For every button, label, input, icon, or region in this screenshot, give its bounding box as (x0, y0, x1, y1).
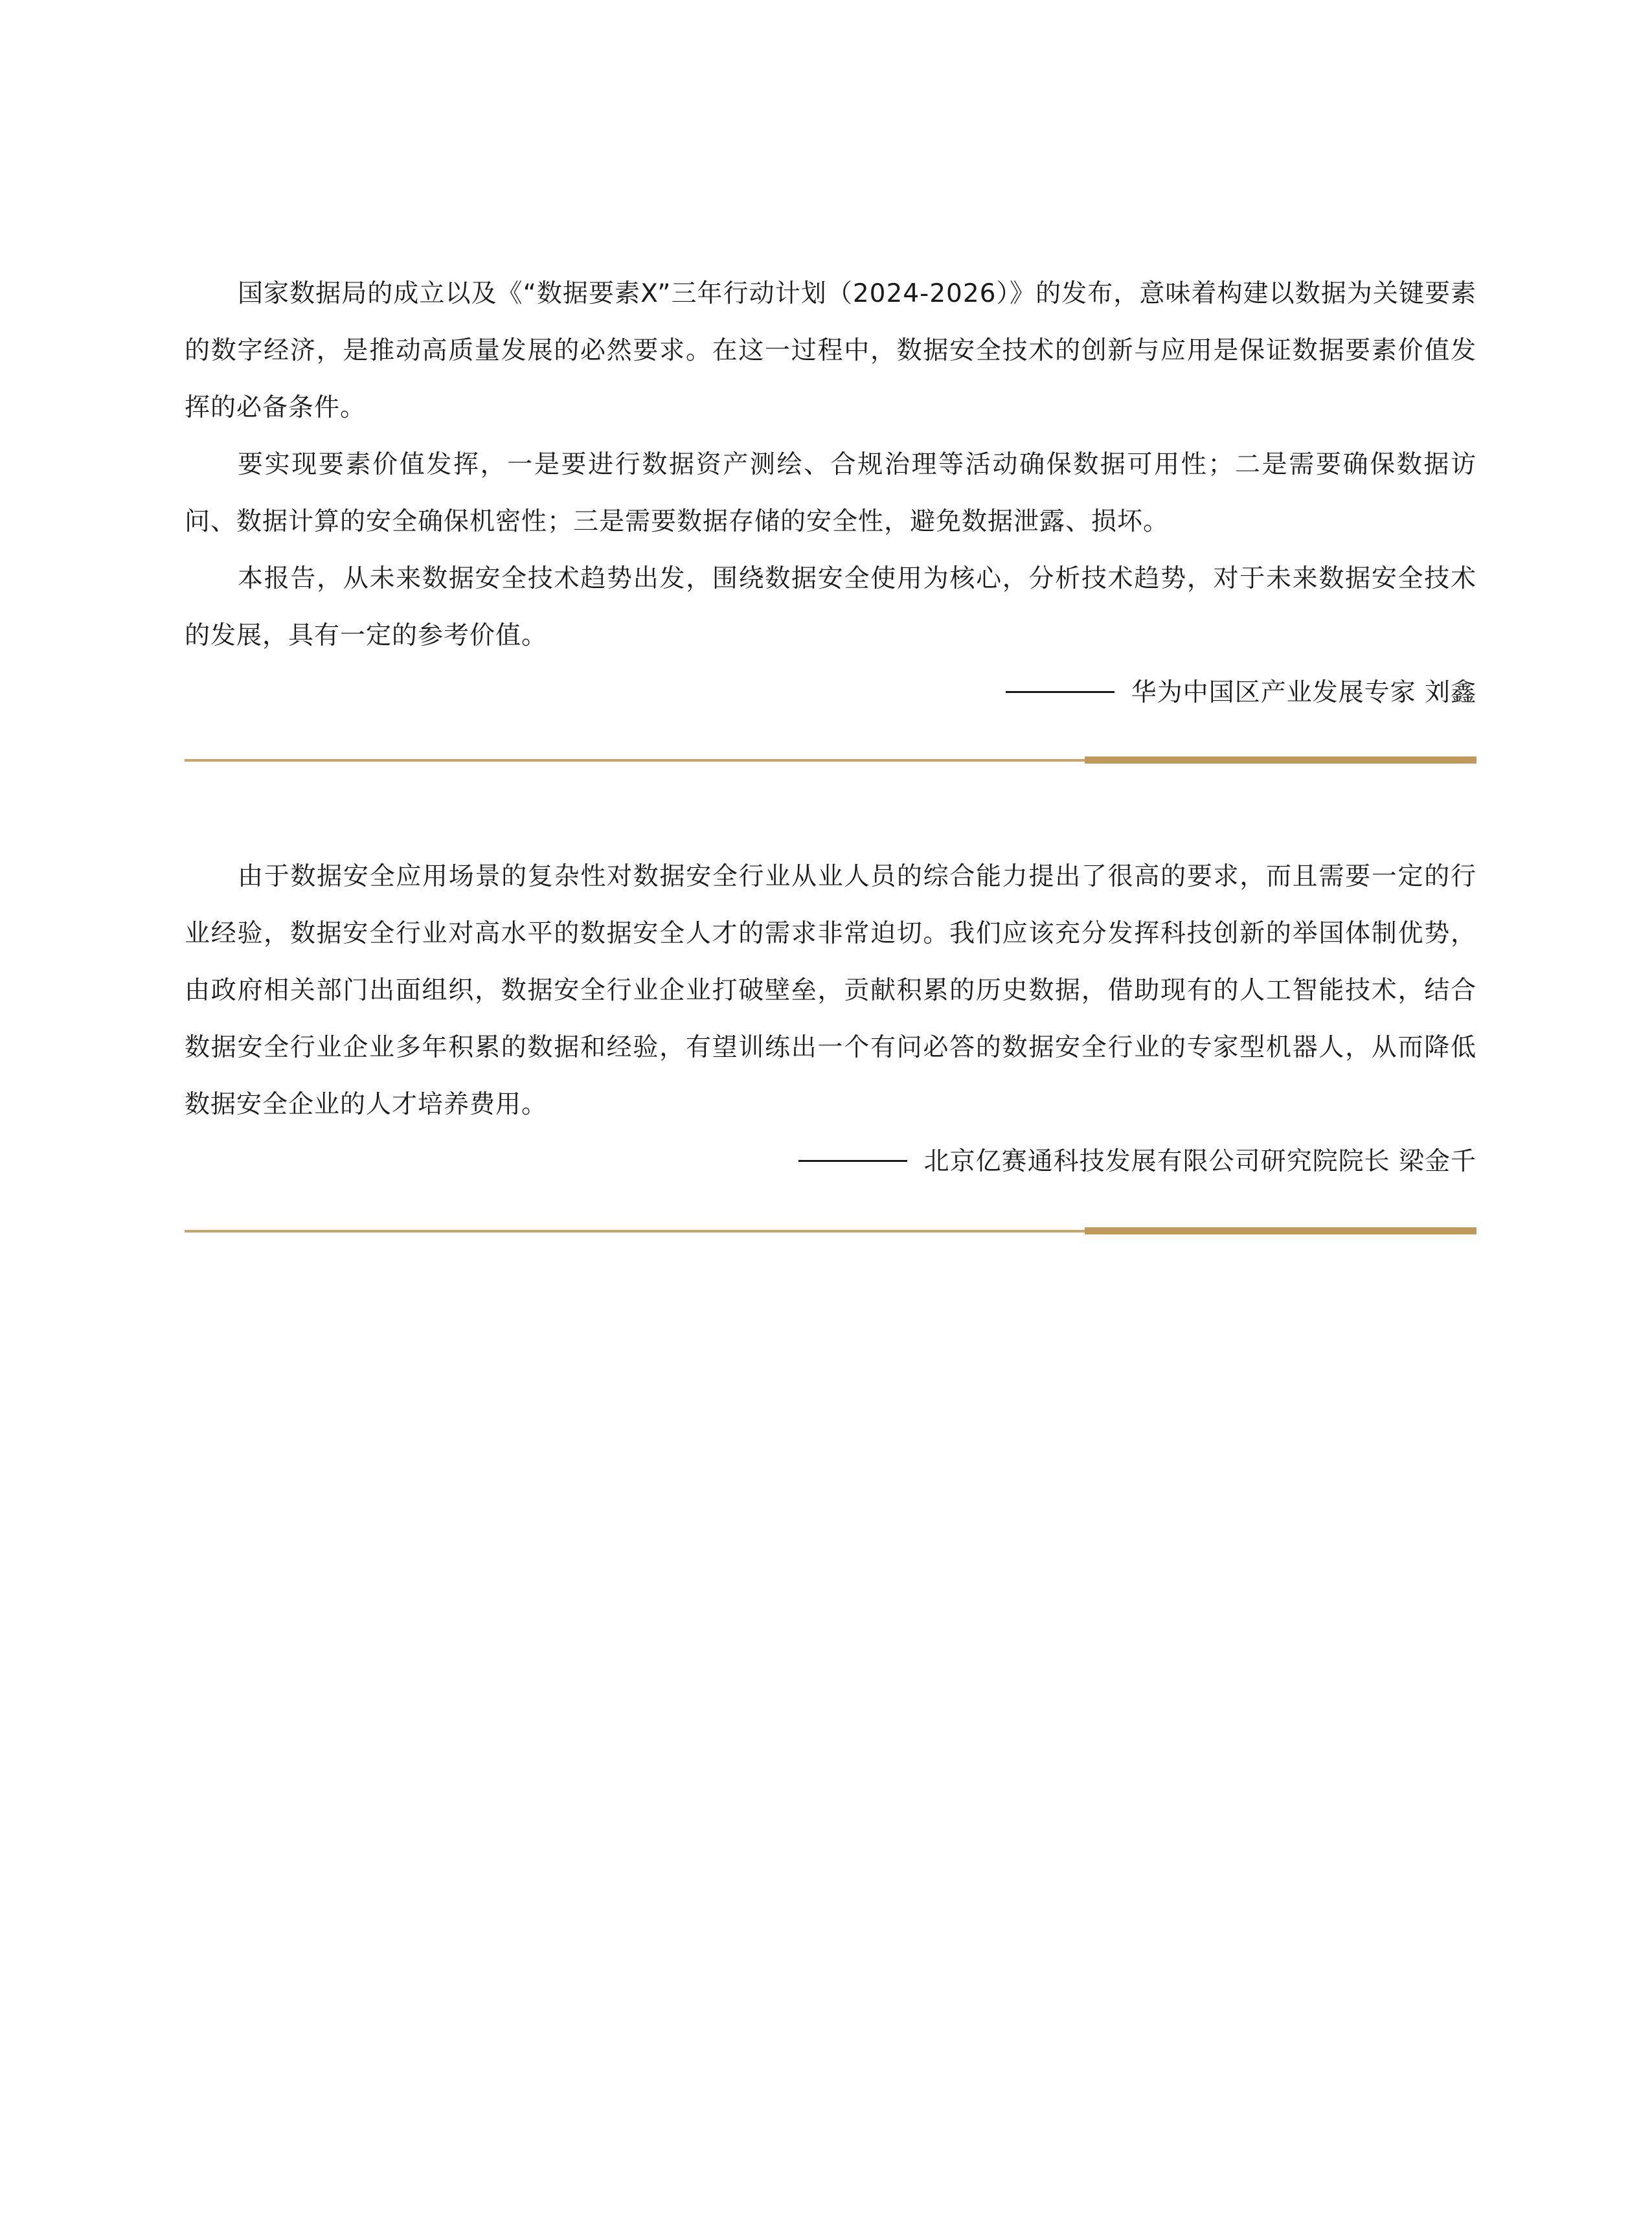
quote-block-2 (185, 848, 1477, 1190)
divider-thick-line (1085, 756, 1477, 764)
divider-thin-line (185, 1230, 1085, 1232)
quote-1-paragraph-3: 本报告，从未来数据安全技术趋势出发，围绕数据安全使用为核心，分析技术趋势，对于未来数据安全技术的发展，具有一定的参考价值。 (185, 564, 1477, 650)
quote-2-attribution (185, 1133, 1477, 1190)
divider-thick-line (1085, 1227, 1477, 1234)
section-divider-2 (185, 1227, 1477, 1235)
quote-1-attribution-text: 华为中国区产业发展专家 刘鑫 (1131, 678, 1477, 707)
quote-1-paragraph-2: 要实现要素价值发挥，一是要进行数据资产测绘、合规治理等活动确保数据可用性；二是需要确保数据访问、数据计算的安全确保机密性；三是需要数据存储的安全性，避免数据泄露、损坏。 (185, 450, 1477, 536)
section-divider-1 (185, 756, 1477, 764)
quote-2-attribution-text: 北京亿赛通科技发展有限公司研究院院长 梁金千 (923, 1147, 1477, 1176)
quote-1-attribution (185, 664, 1477, 721)
quote-1-paragraph-1: 国家数据局的成立以及《“数据要素X”三年行动计划（2024-2026）》的发布，意味着构建以数据为关键要素的数字经济，是推动高质量发展的必然要求。在这一过程中，数据安全技术的创新与应用是保证数据要素价值发挥的必备条件。 (185, 279, 1477, 422)
quote-block-1 (185, 266, 1477, 721)
attribution-dash (798, 1160, 907, 1162)
attribution-dash (1006, 691, 1115, 693)
divider-thin-line (185, 759, 1085, 762)
quote-2-paragraph-1: 由于数据安全应用场景的复杂性对数据安全行业从业人员的综合能力提出了很高的要求，而且需要一定的行业经验，数据安全行业对高水平的数据安全人才的需求非常迫切。我们应该充分发挥科技创新的举国体制优势，由政府相关部门出面组织，数据安全行业企业打破壁垒，贡献积累的历史数据，借助现有的人工智能技术，结合数据安全行业企业多年积累的数据和经验，有望训练出一个有问必答的数据安全行业的专家型机器人，从而降低数据安全企业的人才培养费用。 (185, 862, 1477, 1119)
